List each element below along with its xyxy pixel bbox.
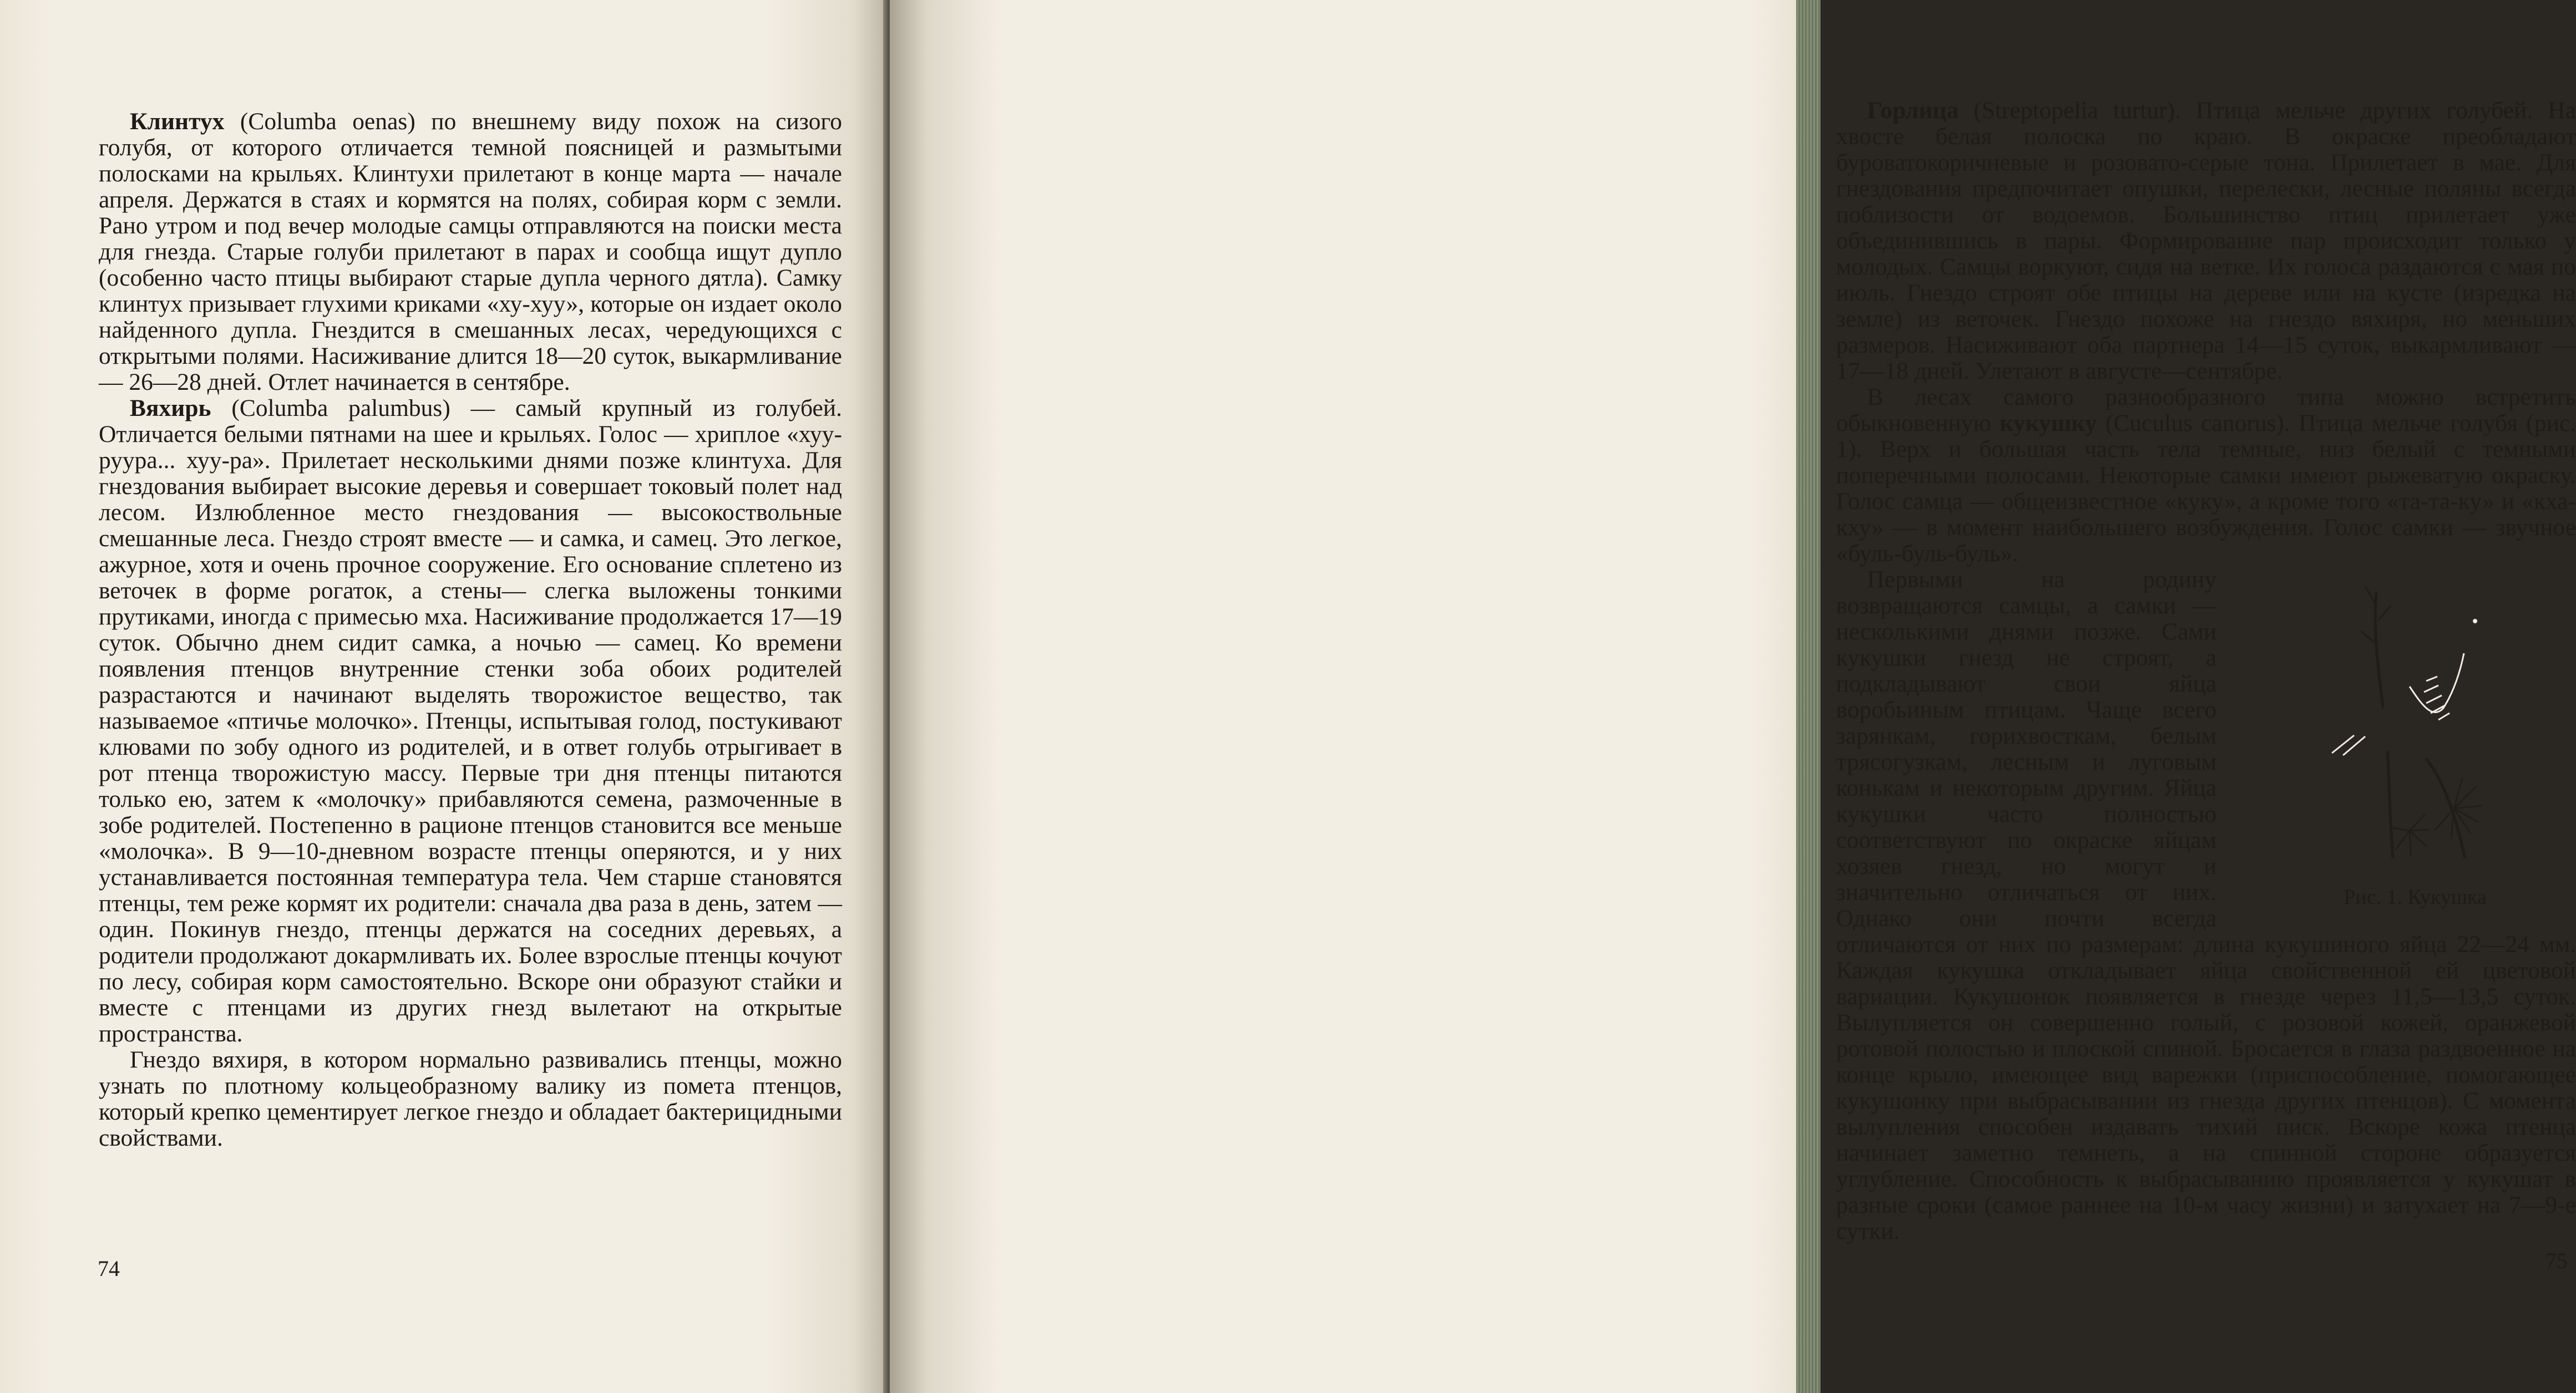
term-klintukh: Клинтух bbox=[130, 108, 225, 135]
paragraph-text: (Columba oenas) по внешнему виду похож на сизого голубя, от которого отличается темной поясницей и размытыми полосками на крыльях. Клинтухи прилетают в конце марта — начале апреля. Держатся в стаях и кормятся на полях, собирая корм с земли. Рано утром и под вечер молодые самцы отправляются на поиски места для гнезда. Старые голуби прилетают в парах и сообща ищут дупло (особенно часто птицы выбирают старые дупла черного дятла). Самку клинтух призывает глухими криками «ху-хуу», которые он издает около найденного дупла. Гнездится в смешанных лесах, чередующихся с открытыми полями. Насиживание длится 18—20 суток, выкармливание — 26—28 дней. Отлет начинается в сентябре. bbox=[99, 108, 842, 395]
right-page-text bbox=[1836, 98, 2576, 1244]
paragraph-gnezdo-vyakhirya: Гнездо вяхиря, в котором нормально развивались птенцы, можно узнать по плотному кольцеобразному валику из помета птенцов, который крепко цементирует легкое гнездо и обладает бактерицидными свойствами. bbox=[99, 1046, 842, 1151]
paragraph-klintukh bbox=[99, 109, 842, 395]
paragraph-vyakhir bbox=[99, 395, 842, 1047]
paragraph-kukushka-nesting: Первыми на родину возвращаются самцы, а самки — несколькими днями позже. Сами кукушки гнезд не строят, а подкладывают свои яйца воробьиным птицам. Чаще всего зарянкам, горихвосткам, белым трясогузкам, лесным и луговым конькам и некоторым другим. Яйца кукушки часто полностью соответствуют по окраске яйцам хозяев гнезд, но могут и значительно отличаться от них. Однако они почти всегда отличаются от них по размерам: длина кукушиного яйца 22—24 мм. Каждая кукушка откладывает яйца свойственной ей цветовой вариации. Кукушонок появляется в гнезде через 11,5—13,5 суток. Вылупляется он совершенно голый, с розовой кожей, оранжевой ротовой полостью и плоской спиной. Бросается в глаза раздвоенное на конце крыло, имеющее вид варежки (приспособление, помогающее кукушонку при выбрасывании из гнезда других птенцов). С момента вылупления способен издавать тихий писк. Вскоре кожа птенца начинает заметно темнеть, а на спинной стороне образуется углубление. Способность к выбрасыванию проявляется у кукушат в разные сроки (самое раннее на 10-м часу жизни) и затухает на 7—9-е сутки. bbox=[1836, 566, 2576, 1244]
paragraph-text: В лесах самого разнообразного типа можно встретить обыкновенную bbox=[1836, 384, 2576, 436]
term-vyakhir: Вяхирь bbox=[130, 395, 211, 421]
term-gorlitsa: Горлица bbox=[1867, 97, 1959, 124]
left-page-text bbox=[99, 109, 842, 1151]
book-edge bbox=[1796, 0, 1821, 1393]
page-number-left: 74 bbox=[98, 1256, 120, 1281]
paragraph-text: (Streptopelia turtur). Птица мельче других голубей. На хвосте белая полоска по краю. В окраске преобладают буроватокоричневые и розовато-серые тона. Прилетает в мае. Для гнездования предпочитает опушки, перелески, лесные поляны всегда поблизости от водоемов. Большинство птиц прилетает уже объединившись в пары. Формирование пар происходит только у молодых. Самцы воркуют, сидя на ветке. Их голоса раздаются с мая по июль. Гнездо строят обе птицы на дереве или на кусте (изредка на земле) из веточек. Гнездо похоже на гнездо вяхиря, но меньших размеров. Насиживают оба партнера 14—15 суток, выкармливают — 17—18 дней. Улетают в августе—сентябре. bbox=[1836, 97, 2576, 384]
left-page bbox=[0, 0, 890, 1393]
paragraph-kukushka-intro bbox=[1836, 384, 2576, 567]
figure-cuckoo bbox=[2243, 570, 2576, 919]
paragraph-text: (Cuculus canorus). Птица мельче голубя (рис. 1). Верх и большая часть тела темные, низ белый с темными поперечными полосами. Некоторые самки имеют рыжеватую окраску. Голос самца — общеизвестное «куку», а кроме того «та-та-ку» и «кха-кху» — в момент наибольшего возбуждения. Голос самки — звучное «буль-буль-буль». bbox=[1836, 410, 2576, 567]
term-kukushka: кукушку bbox=[1999, 410, 2097, 436]
cuckoo-illustration-icon bbox=[2243, 570, 2576, 881]
figure-caption: Рис. 1. Кукушка bbox=[2344, 886, 2487, 909]
page-number-right: 75 bbox=[2545, 1248, 2568, 1273]
paragraph-gorlitsa bbox=[1836, 98, 2576, 384]
right-page bbox=[890, 0, 2576, 1393]
paragraph-text: (Columba palumbus) — самый крупный из голубей. Отличается белыми пятнами на шее и крыльях. Голос — хриплое «хуу-руура... хуу-ра». Прилетает несколькими днями позже клинтуха. Для гнездования выбирает высокие деревья и совершает токовый полет над лесом. Излюбленное место гнездования — высокоствольные смешанные леса. Гнездо строят вместе — и самка, и самец. Это легкое, ажурное, хотя и очень прочное сооружение. Его основание сплетено из веточек в форме рогаток, а стены— слегка выложены тонкими прутиками, иногда с примесью мха. Насиживание продолжается 17—19 суток. Обычно днем сидит самка, а ночью — самец. Ко времени появления птенцов внутренние стенки зоба обоих родителей разрастаются и начинают выделять творожистое вещество, так называемое «птичье молочко». Птенцы, испытывая голод, постукивают клювами по зобу одного из родителей, и в ответ голубь отрыгивает в рот птенца творожистую массу. Первые три дня птенцы питаются только ею, затем к «молочку» прибавляются семена, размоченные в зобе родителей. Постепенно в рационе птенцов становится все меньше «молочка». В 9—10-дневном возрасте птенцы оперяются, и у них устанавливается постоянная температура тела. Чем старше становятся птенцы, тем реже кормят их родители: сначала два раза в день, затем — один. Покинув гнездо, птенцы держатся на соседних деревьях, а родители продолжают докармливать их. Более взрослые птенцы кочуют по лесу, собирая корм самостоятельно. Вскоре они образуют стайки и вместе с птенцами из других гнезд вылетают на открытые пространства. bbox=[99, 395, 842, 1047]
